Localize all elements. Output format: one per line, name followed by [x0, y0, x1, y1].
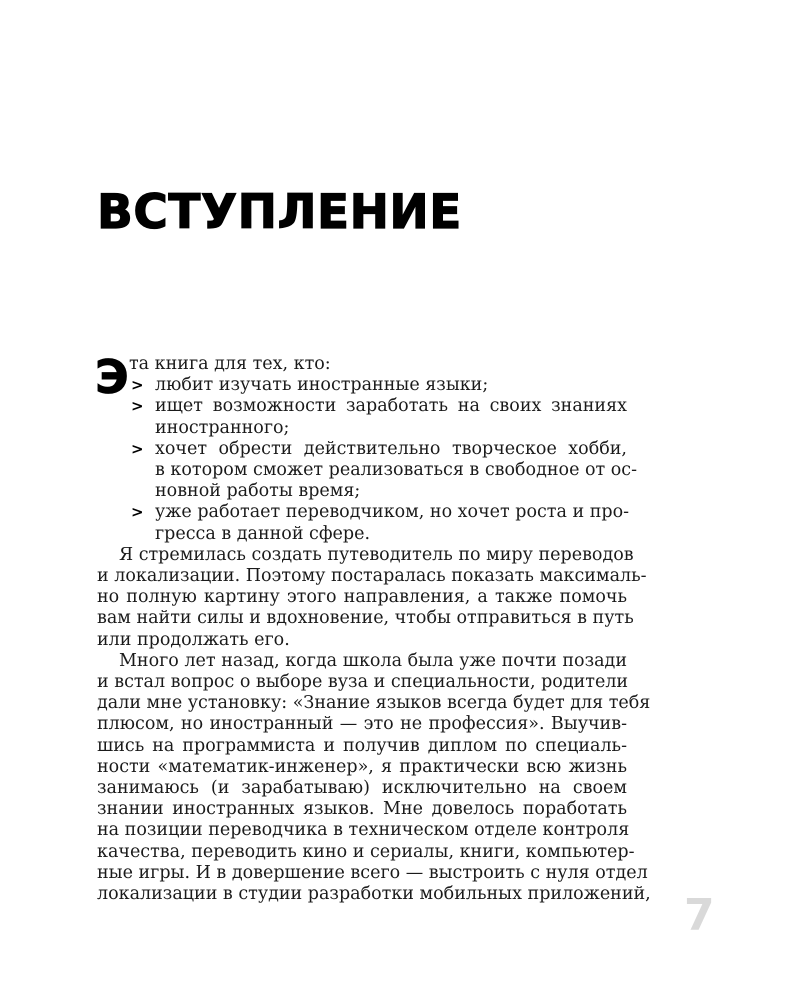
- intro-text: та книга для тех, кто:: [129, 354, 331, 374]
- list-item-line: ищет возможности заработать на своих знаниях: [155, 396, 627, 417]
- list-item-line: в котором сможет реализоваться в свободное от ос-: [155, 460, 638, 480]
- list-item-line: иностранного;: [155, 417, 290, 438]
- paragraph-line: шись на программиста и получив диплом по специаль-: [97, 735, 627, 756]
- paragraph: [97, 544, 647, 651]
- chevron-right-icon: >: [131, 503, 144, 522]
- list-item-line: новной работы время;: [155, 481, 361, 502]
- paragraph-line: занимаюсь (и зарабатываю) исключительно на своем: [97, 778, 627, 799]
- paragraph-line: качества, переводить кино и сериалы, книги, компьютер-: [97, 841, 635, 862]
- chevron-right-icon: >: [131, 376, 144, 395]
- list-item: [97, 502, 630, 544]
- paragraph-line: вам найти силы и вдохновение, чтобы отправиться в путь: [97, 608, 634, 629]
- list-item-line: хочет обрести действительно творческое хобби,: [155, 438, 627, 459]
- paragraph-line: Много лет назад, когда школа была уже почти позади: [119, 650, 627, 671]
- paragraph-line: и локализации. Поэтому постаралась показать максималь-: [97, 566, 647, 587]
- paragraph-line: плюсом, но иностранный — это не профессия». Выучив-: [97, 714, 627, 735]
- list-item: [97, 375, 627, 396]
- paragraph-line: знании иностранных языков. Мне довелось поработать: [97, 799, 627, 820]
- page-number: 7: [684, 890, 715, 941]
- chevron-right-icon: >: [131, 439, 144, 458]
- paragraph-line: ности «математик-инженер», я практически всю жизнь: [97, 756, 627, 777]
- list-item: [97, 438, 638, 503]
- paragraph-line: и встал вопрос о выборе вуза и специальности, родители: [97, 672, 629, 693]
- list-item-line: уже работает переводчиком, но хочет роста и про-: [155, 502, 630, 523]
- paragraph-line: дали мне установку: «Знание языков всегда будет для тебя: [97, 693, 651, 714]
- paragraph-line: ные игры. И в довершение всего — выстроить с нуля отдел: [97, 862, 648, 883]
- paragraph-line: или продолжать его.: [97, 629, 290, 650]
- paragraph: [97, 650, 651, 905]
- paragraph-line: Я стремилась создать путеводитель по миру переводов: [119, 544, 634, 565]
- list-item-line: любит изучать иностранные языки;: [155, 375, 489, 396]
- chevron-right-icon: >: [131, 397, 144, 416]
- list-item: [97, 396, 627, 438]
- paragraph-line: на позиции переводчика в техническом отделе контроля: [97, 820, 630, 841]
- audience-list: [97, 375, 638, 545]
- paragraph-line: но полную картину этого направления, а также помочь: [97, 587, 627, 608]
- paragraph-line: локализации в студии разработки мобильных приложений,: [97, 884, 651, 905]
- drop-cap: Э: [95, 350, 129, 404]
- body-text: [95, 350, 651, 905]
- list-item-line: гресса в данной сфере.: [155, 523, 371, 544]
- chapter-title: ВСТУПЛЕНИЕ: [97, 185, 462, 240]
